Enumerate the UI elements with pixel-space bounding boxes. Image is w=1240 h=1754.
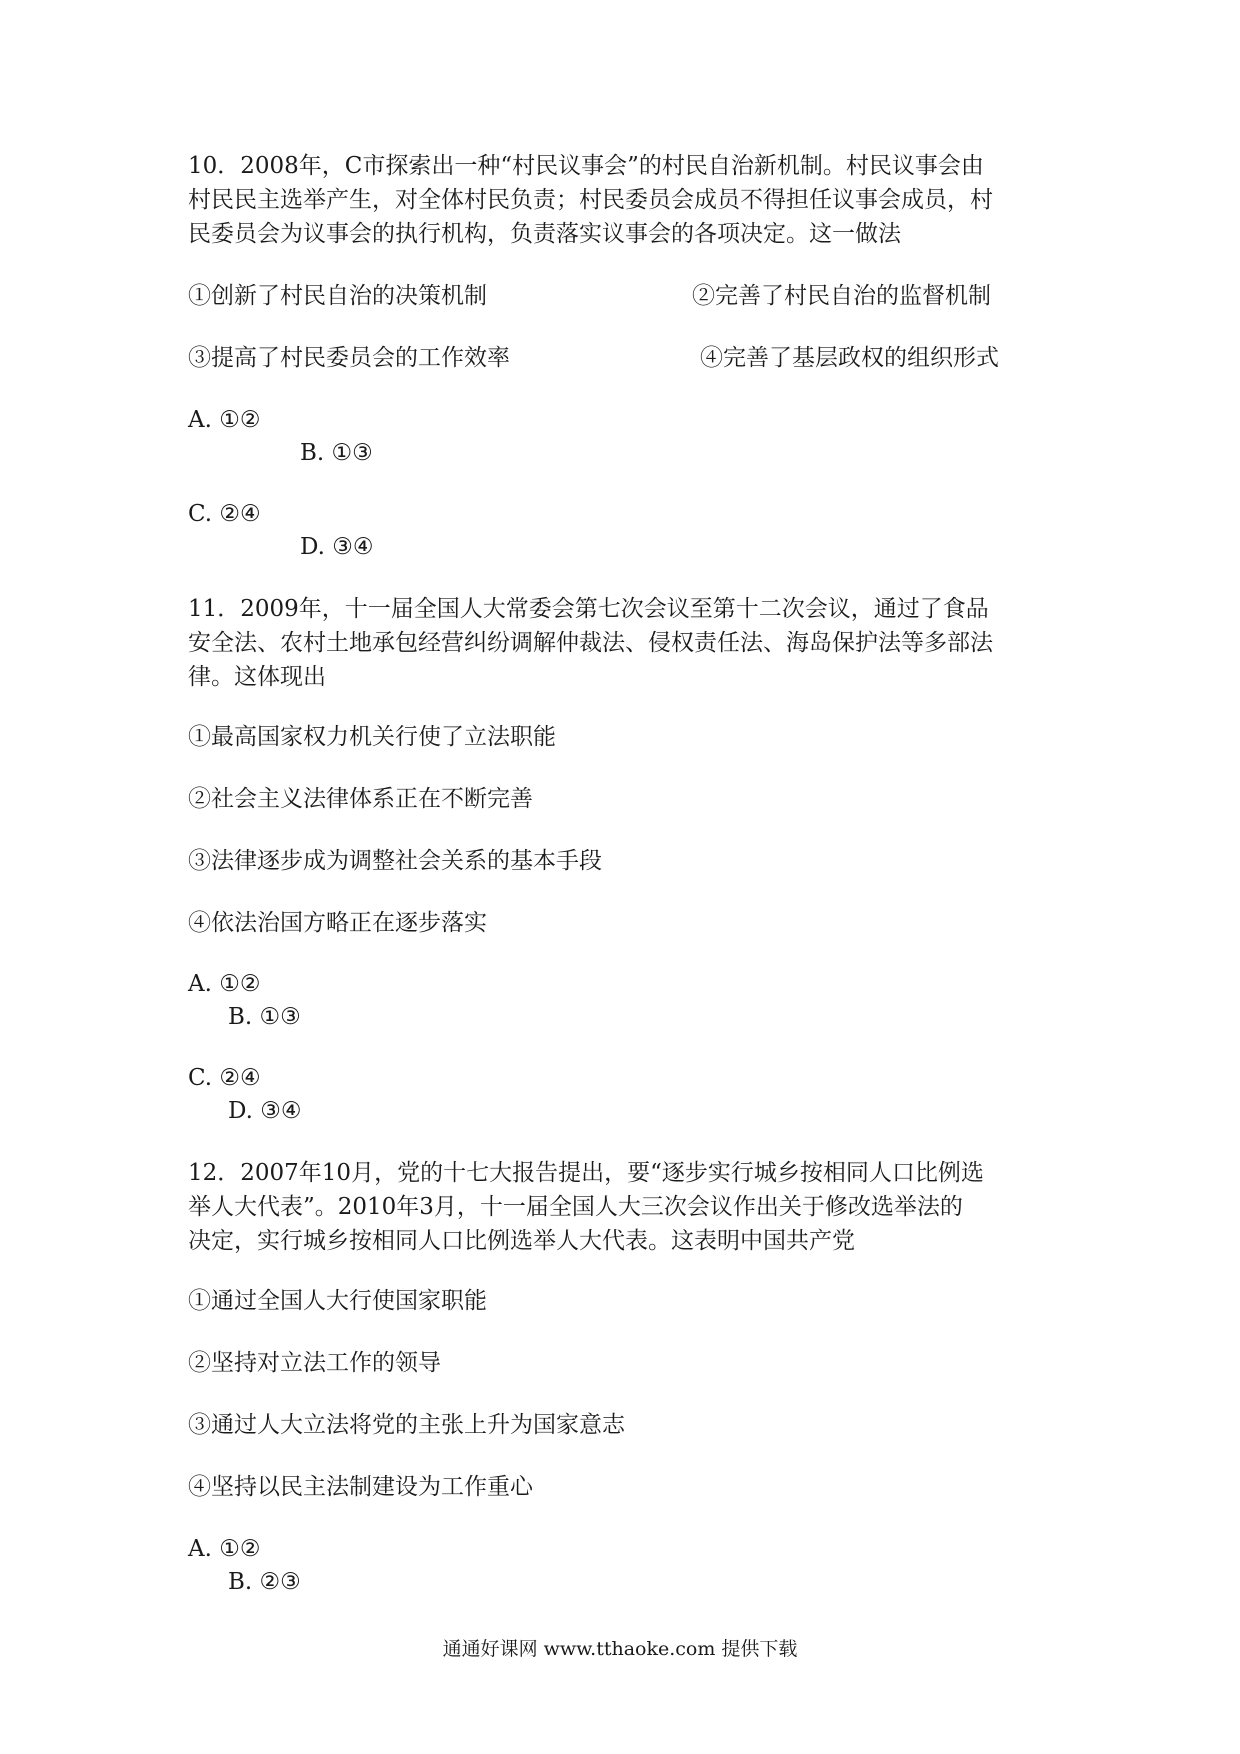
q10-choice-d: D. ③④: [300, 534, 374, 560]
q12-option-2: ②坚持对立法工作的领导: [188, 1350, 441, 1376]
q11-choice-b: B. ①③: [228, 1004, 301, 1030]
q11-choice-c: C. ②④: [188, 1065, 261, 1091]
page-footer: 通通好课网 www.tthaoke.com 提供下载: [442, 1638, 798, 1660]
q12-choice-b: B. ②③: [228, 1569, 301, 1595]
q10-stem-line-3: 民委员会为议事会的执行机构，负责落实议事会的各项决定。这一做法: [188, 221, 901, 247]
q12-option-1: ①通过全国人大行使国家职能: [188, 1288, 487, 1314]
q12-option-4: ④坚持以民主法制建设为工作重心: [188, 1474, 533, 1500]
q12-choice-a: A. ①②: [188, 1536, 261, 1562]
q10-option-1: ①创新了村民自治的决策机制: [188, 283, 487, 309]
q12-option-3: ③通过人大立法将党的主张上升为国家意志: [188, 1412, 625, 1438]
q12-stem-line-1: 12．2007年10月，党的十七大报告提出，要“逐步实行城乡按相同人口比例选: [188, 1160, 984, 1186]
q10-option-4: ④完善了基层政权的组织形式: [700, 345, 999, 371]
q11-stem-line-1: 11．2009年，十一届全国人大常委会第七次会议至第十二次会议，通过了食品: [188, 596, 989, 622]
q10-stem-line-1: 10．2008年，C市探索出一种“村民议事会”的村民自治新机制。村民议事会由: [188, 153, 984, 179]
q11-option-3: ③法律逐步成为调整社会关系的基本手段: [188, 848, 602, 874]
q10-option-3: ③提高了村民委员会的工作效率: [188, 345, 510, 371]
q11-stem-line-3: 律。这体现出: [188, 664, 326, 690]
q11-option-1: ①最高国家权力机关行使了立法职能: [188, 724, 556, 750]
q10-choice-c: C. ②④: [188, 501, 261, 527]
q11-choice-d: D. ③④: [228, 1098, 302, 1124]
q12-stem-line-2: 举人大代表”。2010年3月，十一届全国人大三次会议作出关于修改选举法的: [188, 1194, 963, 1220]
q10-choice-a: A. ①②: [188, 407, 261, 433]
q10-option-2: ②完善了村民自治的监督机制: [692, 283, 991, 309]
q11-option-4: ④依法治国方略正在逐步落实: [188, 910, 487, 936]
q10-stem-line-2: 村民民主选举产生，对全体村民负责；村民委员会成员不得担任议事会成员，村: [188, 187, 993, 213]
q12-stem-line-3: 决定，实行城乡按相同人口比例选举人大代表。这表明中国共产党: [188, 1228, 855, 1254]
q11-stem-line-2: 安全法、农村土地承包经营纠纷调解仲裁法、侵权责任法、海岛保护法等多部法: [188, 630, 993, 656]
q11-choice-a: A. ①②: [188, 971, 261, 997]
q11-option-2: ②社会主义法律体系正在不断完善: [188, 786, 533, 812]
q10-choice-b: B. ①③: [300, 440, 373, 466]
